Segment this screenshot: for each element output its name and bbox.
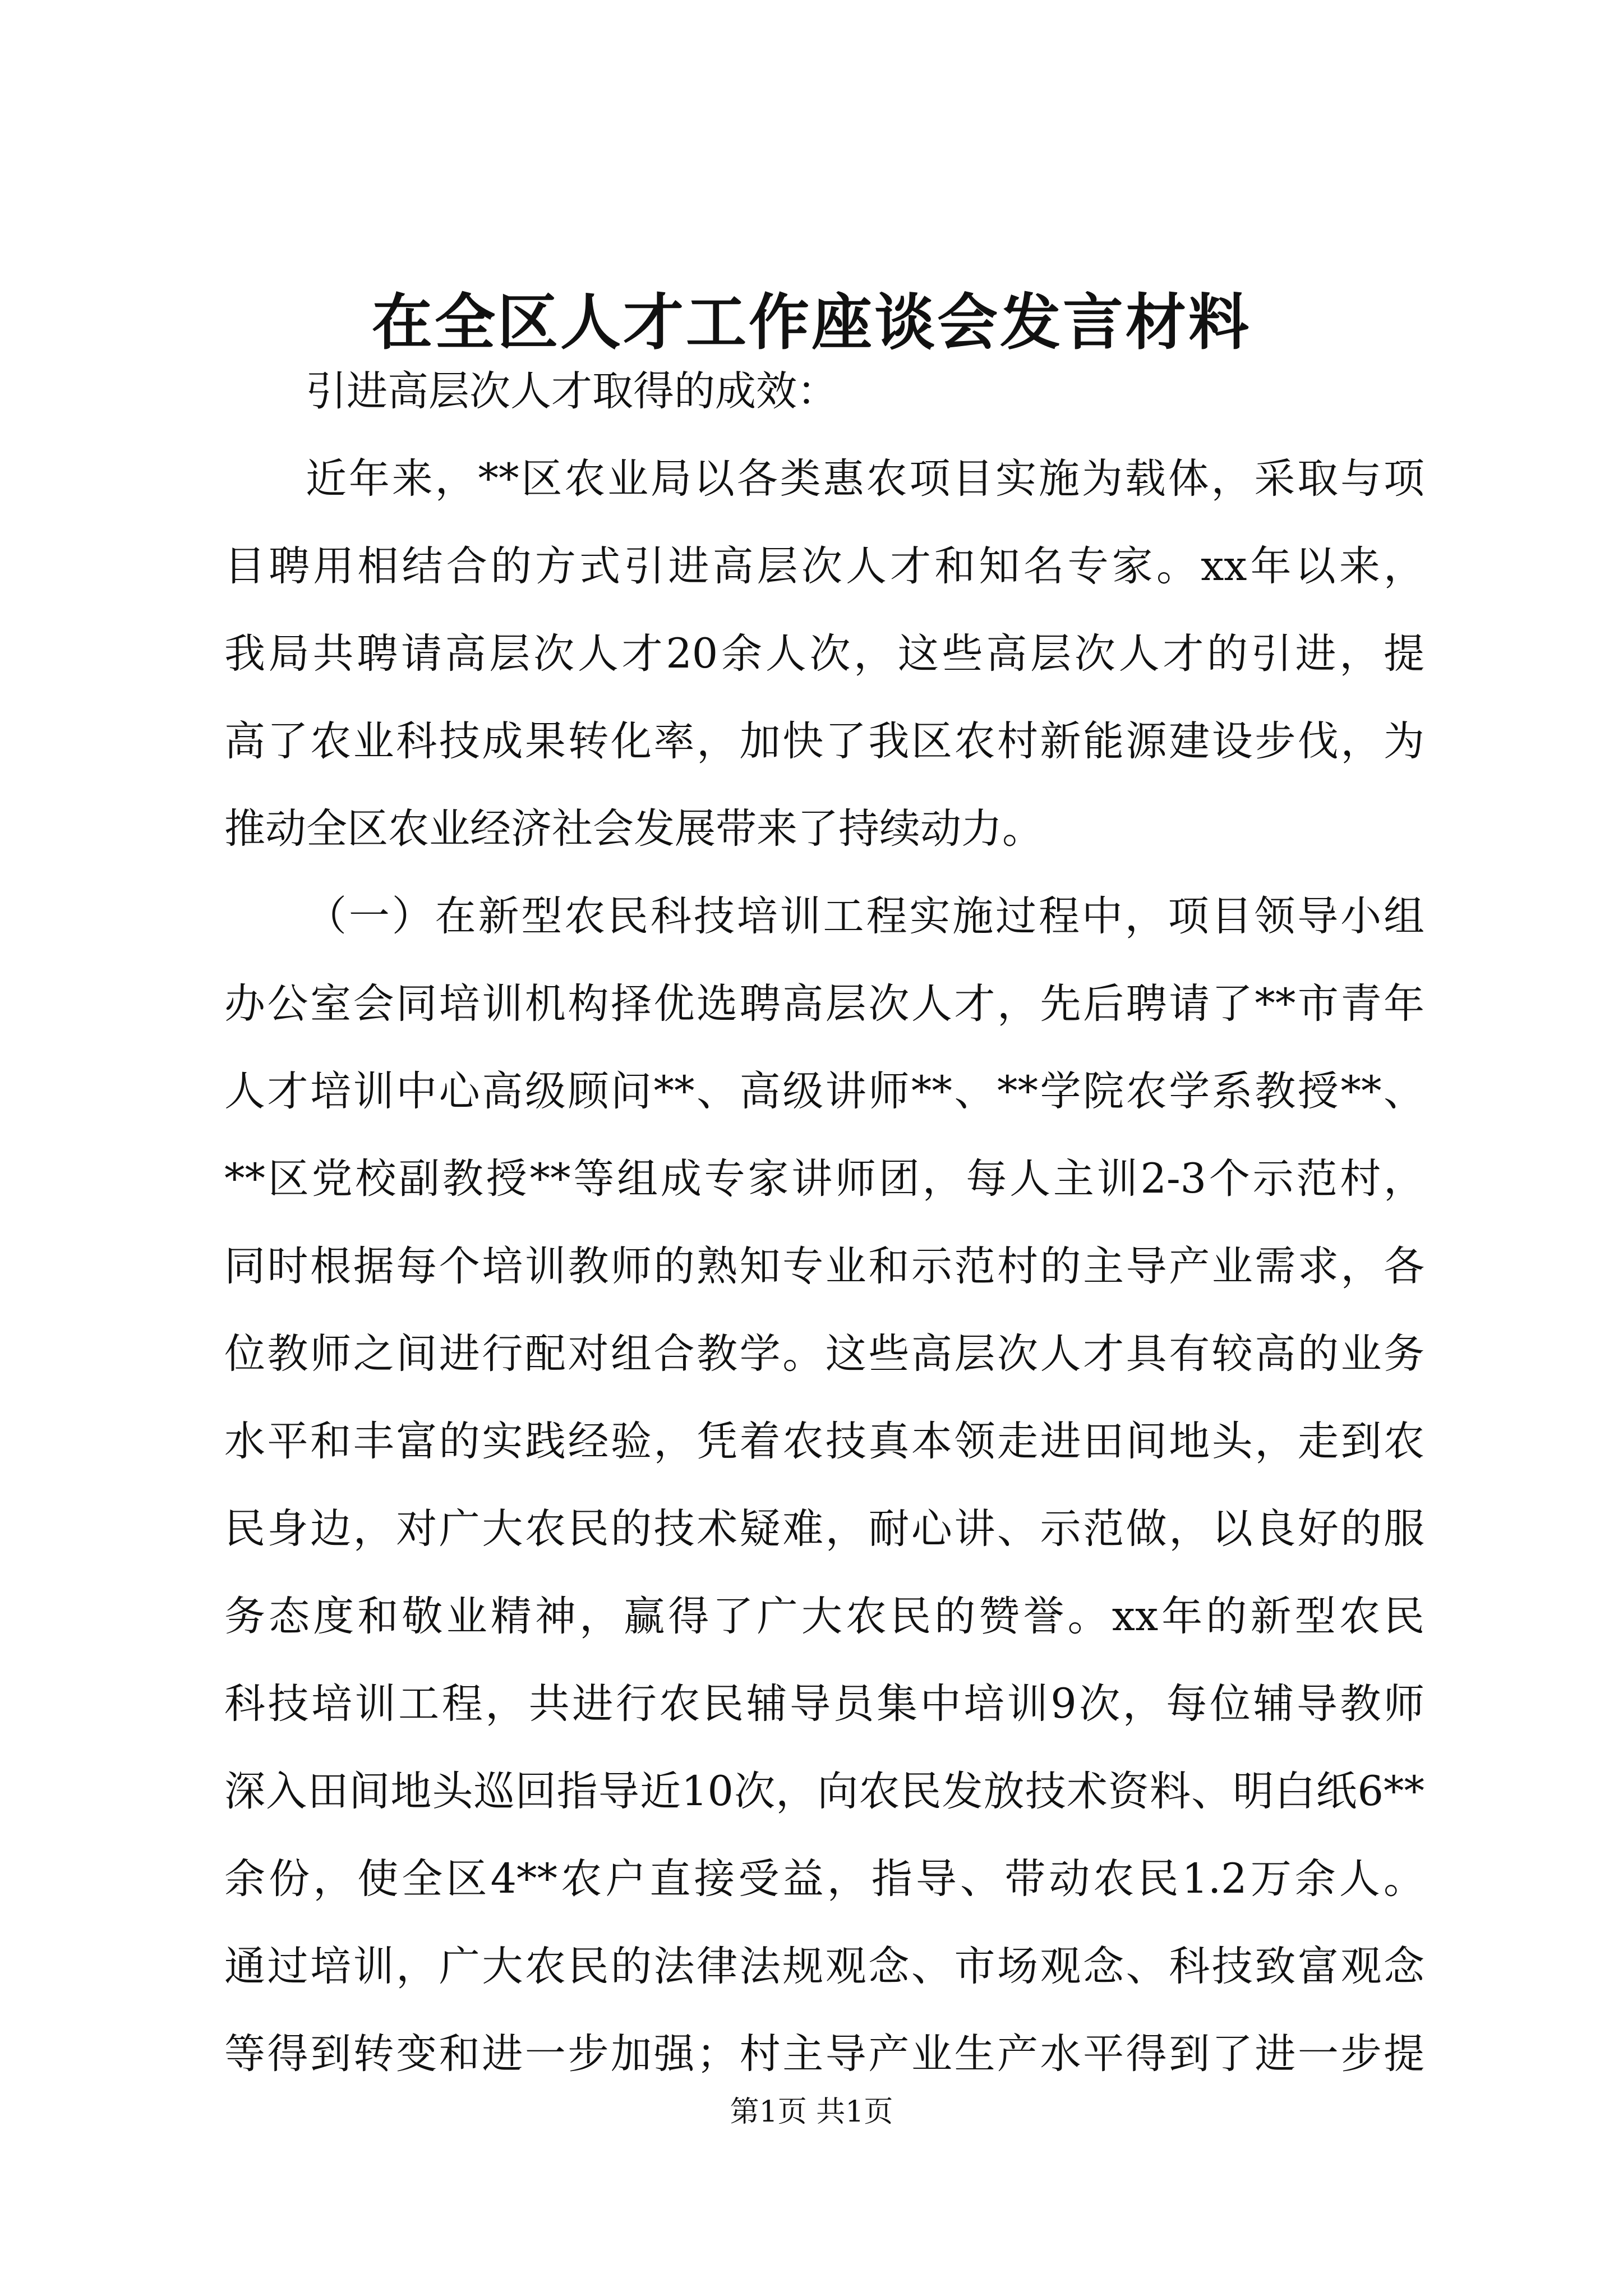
page-footer: 第1页 共1页: [730, 2095, 893, 2129]
paragraph-line: 余份，使全区4**农户直接受益，指导、带动农民1.2万余人。: [224, 1855, 1424, 1903]
paragraph-line: **区党校副教授**等组成专家讲师团，每人主训2-3个示范村，: [224, 1155, 1424, 1203]
paragraph-line: 深入田间地头巡回指导近10次，向农民发放技术资料、明白纸6**: [224, 1768, 1424, 1815]
document-body: [224, 348, 1424, 2098]
paragraph-line: 办公室会同培训机构择优选聘高层次人才，先后聘请了**市青年: [224, 980, 1424, 1028]
paragraph-line: 人才培训中心高级顾问**、高级讲师**、**学院农学系教授**、: [224, 1068, 1424, 1115]
paragraph-line: 同时根据每个培训教师的熟知专业和示范村的主导产业需求，各: [224, 1243, 1424, 1290]
document-title: 在全区人才工作座谈会发言材料: [371, 287, 1251, 358]
paragraph-line: 推动全区农业经济社会发展带来了持续动力。: [224, 805, 1043, 853]
paragraph-line: 目聘用相结合的方式引进高层次人才和知名专家。xx年以来，: [224, 542, 1424, 590]
section-heading: 引进高层次人才取得的成效：: [306, 367, 838, 415]
paragraph-line: 等得到转变和进一步加强；村主导产业生产水平得到了进一步提: [224, 2030, 1424, 2078]
paragraph-line: 务态度和敬业精神，赢得了广大农民的赞誉。xx年的新型农民: [224, 1593, 1424, 1640]
paragraph-line: （一）在新型农民科技培训工程实施过程中，项目领导小组: [306, 892, 1424, 940]
paragraph-line: 位教师之间进行配对组合教学。这些高层次人才具有较高的业务: [224, 1330, 1424, 1378]
paragraph-line: 高了农业科技成果转化率，加快了我区农村新能源建设步伐，为: [224, 717, 1424, 765]
paragraph-line: 通过培训，广大农民的法律法规观念、市场观念、科技致富观念: [224, 1943, 1424, 1990]
paragraph-line: 近年来，**区农业局以各类惠农项目实施为载体，采取与项: [306, 455, 1424, 503]
paragraph-line: 民身边，对广大农民的技术疑难，耐心讲、示范做，以良好的服: [224, 1505, 1424, 1553]
paragraph-line: 我局共聘请高层次人才20余人次，这些高层次人才的引进，提: [224, 630, 1424, 678]
paragraph-line: 水平和丰富的实践经验，凭着农技真本领走进田间地头，走到农: [224, 1418, 1424, 1465]
paragraph-line: 科技培训工程，共进行农民辅导员集中培训9次，每位辅导教师: [224, 1680, 1424, 1728]
